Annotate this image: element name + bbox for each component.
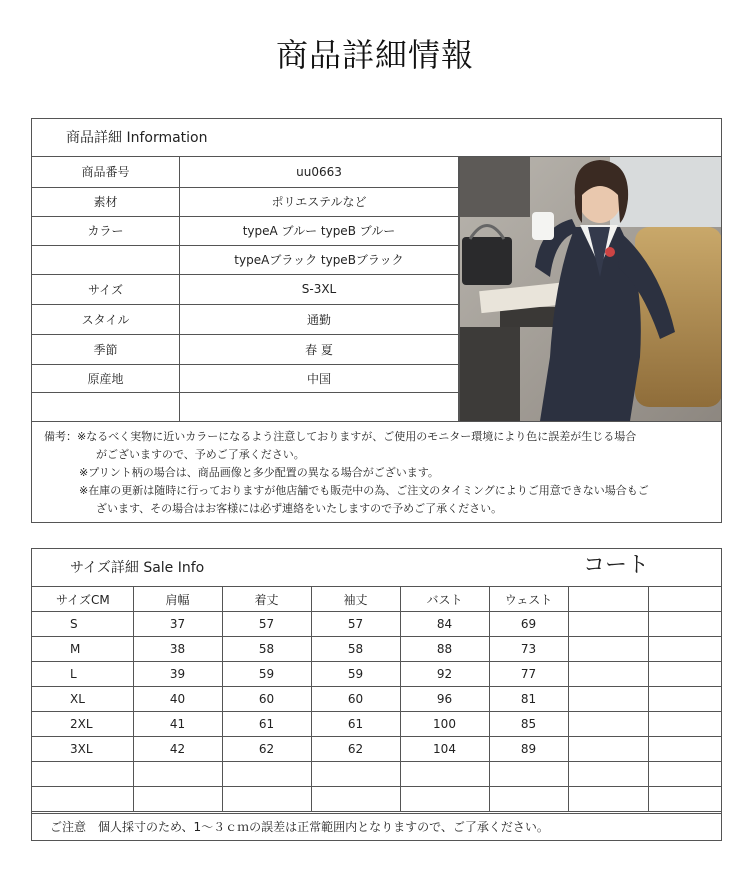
info-row-season [32, 334, 459, 364]
cell: 62 [311, 737, 400, 762]
product-detail-section [31, 118, 722, 523]
cell [222, 787, 311, 812]
info-value: 春 夏 [180, 334, 459, 364]
cell: 59 [311, 662, 400, 687]
table-row [32, 662, 721, 687]
cell [648, 762, 721, 787]
info-label: スタイル [32, 304, 180, 334]
cell [311, 787, 400, 812]
size-table-header-row [32, 587, 721, 612]
column-header [568, 587, 648, 612]
info-value: typeAブラック typeBブラック [180, 245, 459, 274]
cell [648, 712, 721, 737]
cell: 57 [311, 612, 400, 637]
cell: 40 [133, 687, 222, 712]
cell [568, 612, 648, 637]
info-row-color-2 [32, 245, 459, 274]
cell: 57 [222, 612, 311, 637]
info-value: uu0663 [180, 157, 459, 187]
info-label: 原産地 [32, 364, 180, 392]
table-row [32, 737, 721, 762]
cell [568, 637, 648, 662]
info-row-size [32, 274, 459, 304]
cell [648, 612, 721, 637]
product-photo [459, 157, 721, 421]
info-row-product-number [32, 157, 459, 187]
cell: 77 [489, 662, 568, 687]
cell [133, 762, 222, 787]
cell: 58 [222, 637, 311, 662]
column-header: 袖丈 [311, 587, 400, 612]
info-label: 素材 [32, 187, 180, 216]
column-header: 肩幅 [133, 587, 222, 612]
page-title: 商品詳細情報 [275, 36, 474, 74]
cell: 69 [489, 612, 568, 637]
size-detail-section [31, 548, 722, 841]
note-line: 備考：※なるべく実物に近いカラーになるよう注意しておりますが、ご使用のモニター環境により色に誤差が生じる場合 [44, 430, 637, 443]
note-line: ざいます、その場合はお客様には必ず連絡をいたしますので予めご了承ください。 [96, 502, 503, 515]
cell [400, 762, 489, 787]
info-label: 季節 [32, 334, 180, 364]
cell: 61 [311, 712, 400, 737]
cell [400, 787, 489, 812]
cell: 85 [489, 712, 568, 737]
info-value: S-3XL [180, 274, 459, 304]
info-value: ポリエステルなど [180, 187, 459, 216]
cell: 37 [133, 612, 222, 637]
table-row [32, 687, 721, 712]
cell [648, 662, 721, 687]
cell: 92 [400, 662, 489, 687]
cell: 60 [222, 687, 311, 712]
cell: 38 [133, 637, 222, 662]
column-header: 着丈 [222, 587, 311, 612]
cell: 96 [400, 687, 489, 712]
cell [489, 787, 568, 812]
info-label [32, 245, 180, 274]
cell [133, 787, 222, 812]
cell [568, 762, 648, 787]
cell [568, 687, 648, 712]
cell: 62 [222, 737, 311, 762]
cell: XL [32, 687, 133, 712]
notes-block [32, 421, 721, 522]
column-header: ウェスト [489, 587, 568, 612]
cell: L [32, 662, 133, 687]
cell: 100 [400, 712, 489, 737]
cell [32, 787, 133, 812]
cell [568, 712, 648, 737]
product-info-table [32, 157, 459, 422]
table-row [32, 637, 721, 662]
column-header [648, 587, 721, 612]
cell: 60 [311, 687, 400, 712]
cell: 61 [222, 712, 311, 737]
table-row [32, 762, 721, 787]
column-header: バスト [400, 587, 489, 612]
cell: 58 [311, 637, 400, 662]
cell: S [32, 612, 133, 637]
info-row-empty [32, 392, 459, 421]
cell [568, 737, 648, 762]
cell: 3XL [32, 737, 133, 762]
cell: 59 [222, 662, 311, 687]
info-label [32, 392, 180, 421]
cell: 104 [400, 737, 489, 762]
info-row-color [32, 216, 459, 245]
size-footnote: ご注意 個人採寸のため、1～３ｃｍの誤差は正常範囲内となりますので、ご了承ください。 [32, 813, 721, 840]
cell [489, 762, 568, 787]
table-row [32, 612, 721, 637]
cell: 73 [489, 637, 568, 662]
cell [568, 787, 648, 812]
column-header: サイズCM [32, 587, 133, 612]
cell [648, 637, 721, 662]
note-line: ※在庫の更新は随時に行っておりますが他店舗でも販売中の為、ご注文のタイミングによりご用意できない場合もご [79, 484, 649, 497]
table-row [32, 787, 721, 812]
info-value [180, 392, 459, 421]
size-table [32, 587, 721, 812]
model-photo-illustration [460, 157, 721, 421]
cell: 81 [489, 687, 568, 712]
table-row [32, 712, 721, 737]
cell: 89 [489, 737, 568, 762]
cell: 84 [400, 612, 489, 637]
note-line: ※プリント柄の場合は、商品画像と多少配置の異なる場合がございます。 [79, 466, 439, 479]
cell: 41 [133, 712, 222, 737]
cell [568, 662, 648, 687]
cell [311, 762, 400, 787]
cell [222, 762, 311, 787]
product-detail-header: 商品詳細 Information [32, 119, 721, 157]
note-line: がございますので、予めご了承ください。 [96, 448, 305, 461]
cell: M [32, 637, 133, 662]
info-value: 中国 [180, 364, 459, 392]
info-label: サイズ [32, 274, 180, 304]
cell [648, 737, 721, 762]
cell [648, 687, 721, 712]
info-row-origin [32, 364, 459, 392]
cell: 88 [400, 637, 489, 662]
info-label: 商品番号 [32, 157, 180, 187]
info-label: カラー [32, 216, 180, 245]
cell [648, 787, 721, 812]
garment-label: コート [582, 553, 649, 578]
cell: 2XL [32, 712, 133, 737]
info-value: 通勤 [180, 304, 459, 334]
info-value: typeA ブルー typeB ブルー [180, 216, 459, 245]
info-row-material [32, 187, 459, 216]
cell [32, 762, 133, 787]
info-row-style [32, 304, 459, 334]
cell: 42 [133, 737, 222, 762]
cell: 39 [133, 662, 222, 687]
size-detail-header: サイズ詳細 Sale Info [32, 549, 721, 587]
